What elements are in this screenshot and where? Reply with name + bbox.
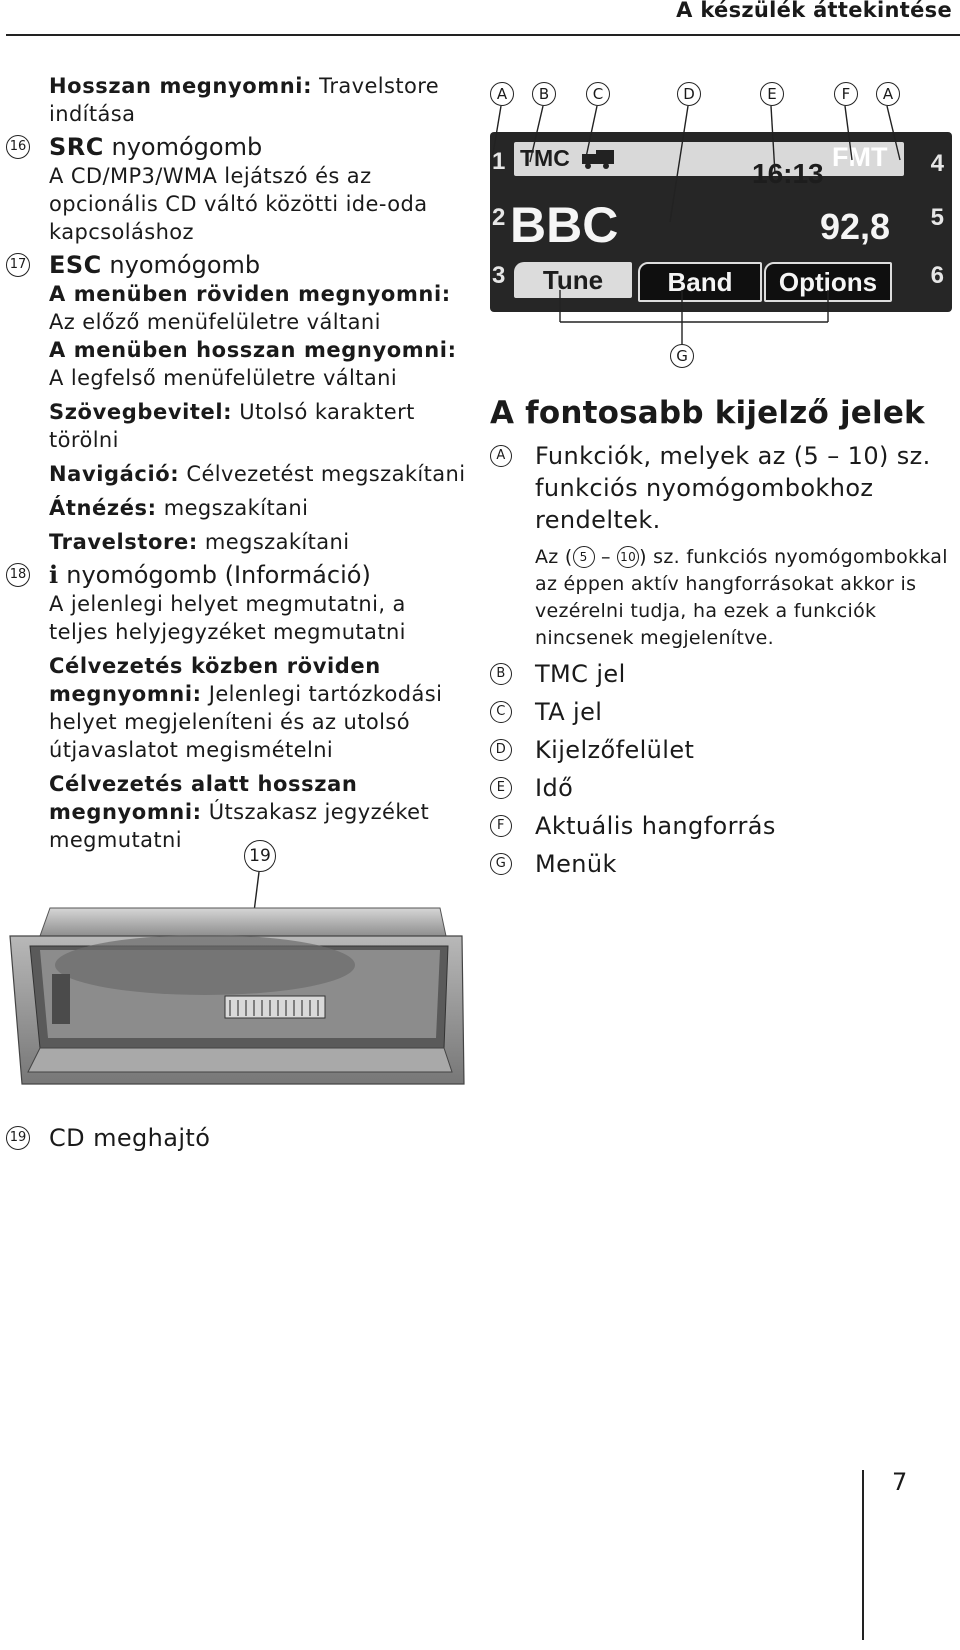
legend-item-b (490, 658, 960, 690)
circle-5-icon: 5 (573, 546, 595, 568)
number-19-icon: 19 (6, 1126, 30, 1150)
label-b: B (532, 82, 556, 106)
legend-f-icon: F (490, 815, 512, 837)
source-fmt: FMT (832, 142, 888, 172)
label-d: D (677, 82, 701, 106)
tmc-indicator: TMC (520, 145, 570, 171)
item-16-title-bold: SRC (49, 133, 104, 161)
item-17 (6, 250, 468, 280)
esc-line-5-text: megszakítani (197, 530, 350, 554)
cd-drive-label: CD meghajtó (49, 1124, 211, 1152)
row-number-6: 6 (930, 262, 944, 289)
esc-line-2 (6, 398, 468, 454)
label-g: G (670, 344, 694, 368)
legend-item-d (490, 734, 960, 766)
station-name: BBC (510, 197, 619, 253)
row-number-2: 2 (492, 204, 506, 231)
esc-line-4-bold: Átnézés: (49, 496, 157, 520)
legend-title: A fontosabb kijelző jelek (490, 395, 925, 431)
esc-line-1-bold: A menüben hosszan megnyomni: (49, 338, 457, 362)
note-dash: – (594, 546, 618, 568)
legend-a-text: Funkciók, melyek az (5 – 10) sz. funkciós nyomógombokhoz rendeltek. (535, 442, 931, 534)
esc-line-5-bold: Travelstore: (49, 530, 198, 554)
legend-item-e (490, 772, 960, 804)
legend-d-icon: D (490, 739, 512, 761)
esc-line-3 (6, 460, 468, 488)
row-number-3: 3 (492, 262, 506, 289)
info-line-1-text: Útszakasz jegyzéket megmutatni (49, 800, 430, 852)
item-16-title-rest: nyomógomb (103, 133, 263, 161)
note-prefix: Az ( (535, 546, 573, 568)
legend-g-icon: G (490, 853, 512, 875)
row-number-4: 4 (930, 150, 944, 177)
cd-drive-illustration (0, 840, 470, 1100)
row-number-1: 1 (492, 148, 506, 175)
legend-g-text: Menük (535, 850, 617, 878)
esc-line-5 (6, 528, 468, 556)
label-a-left: A (490, 82, 514, 106)
esc-line-0-bold: A menüben röviden megnyomni: (49, 282, 451, 306)
esc-line-3-bold: Navigáció: (49, 462, 180, 486)
intro-line (6, 72, 468, 128)
softkey-band[interactable]: Band (638, 262, 762, 302)
legend-b-icon: B (490, 663, 512, 685)
item-17-title-rest: nyomógomb (101, 251, 261, 279)
note-rest: ) sz. funkciós nyomógombokkal az éppen aktív hangforrásokat akkor is vezérelni tudja, ha ezek a funkciók nincsenek megjelenítve. (535, 546, 948, 649)
info-line-0-bold: Célvezetés közben röviden megnyomni: (49, 654, 381, 706)
softkey-tune[interactable]: Tune (514, 262, 632, 298)
item-18-desc: A jelenlegi helyet megmutatni, a teljes helyjegyzéket megmutatni (49, 592, 406, 644)
esc-line-2-text: Utolsó karaktert törölni (49, 400, 415, 452)
callout-19-icon: 19 (244, 840, 276, 872)
legend-e-icon: E (490, 777, 512, 799)
label-f: F (834, 82, 858, 106)
page-header-title: A készülék áttekintése (676, 0, 952, 22)
frequency-value: 92,8 (820, 206, 891, 247)
intro-text: Travelstore indítása (49, 74, 440, 126)
label-e: E (760, 82, 784, 106)
legend-d-text: Kijelzőfelület (535, 736, 695, 764)
info-line-0 (6, 652, 468, 764)
legend-c-icon: C (490, 701, 512, 723)
esc-line-0 (6, 280, 468, 336)
legend-section (490, 392, 960, 880)
info-line-0-text: Jelenlegi tartózkodási helyet megjeleníteni és az utolsó útjavaslatot megismételni (49, 682, 443, 762)
number-18-icon: 18 (6, 563, 30, 587)
info-line-1-bold: Célvezetés alatt hosszan megnyomni: (49, 772, 358, 824)
esc-line-1 (6, 336, 468, 392)
number-16-icon: 16 (6, 135, 30, 159)
clock-time: 16:13 (752, 158, 824, 189)
page-number: 7 (892, 1468, 908, 1496)
item-18-title-rest: nyomógomb (Információ) (58, 561, 371, 589)
page-number-rule (862, 1470, 864, 1640)
legend-e-text: Idő (535, 774, 574, 802)
legend-item-g (490, 848, 960, 880)
header-rule (6, 34, 960, 36)
legend-b-text: TMC jel (535, 660, 626, 688)
left-column (6, 72, 468, 854)
item-18 (6, 560, 468, 590)
item-16-desc: A CD/MP3/WMA lejátszó és az opcionális CD váltó közötti ide-oda kapcsoláshoz (49, 164, 428, 244)
display-diagram (490, 72, 960, 392)
item-16 (6, 132, 468, 162)
legend-note (490, 544, 960, 652)
legend-item-f (490, 810, 960, 842)
label-a-right: A (876, 82, 900, 106)
softkey-options[interactable]: Options (764, 262, 892, 302)
esc-line-3-text: Célvezetést megszakítani (179, 462, 466, 486)
item-17-title-bold: ESC (49, 251, 102, 279)
row-number-5: 5 (930, 204, 944, 231)
esc-line-1-text: A legfelső menüfelületre váltani (49, 366, 398, 390)
circle-10-icon: 10 (617, 546, 639, 568)
intro-bold: Hosszan megnyomni: (49, 74, 313, 98)
esc-line-0-text: Az előző menüfelületre váltani (49, 310, 381, 334)
label-c: C (586, 82, 610, 106)
esc-line-4-text: megszakítani (156, 496, 309, 520)
legend-f-text: Aktuális hangforrás (535, 812, 776, 840)
esc-line-2-bold: Szövegbevitel: (49, 400, 233, 424)
legend-a-icon: A (490, 445, 512, 467)
info-icon: i (49, 560, 59, 589)
cd-drive-figure (0, 840, 470, 1100)
esc-line-4 (6, 494, 468, 522)
leader-lines (490, 72, 960, 392)
legend-item-a (490, 440, 960, 536)
legend-c-text: TA jel (535, 698, 603, 726)
cd-legend-item (6, 1122, 210, 1154)
legend-item-c (490, 696, 960, 728)
number-17-icon: 17 (6, 253, 30, 277)
